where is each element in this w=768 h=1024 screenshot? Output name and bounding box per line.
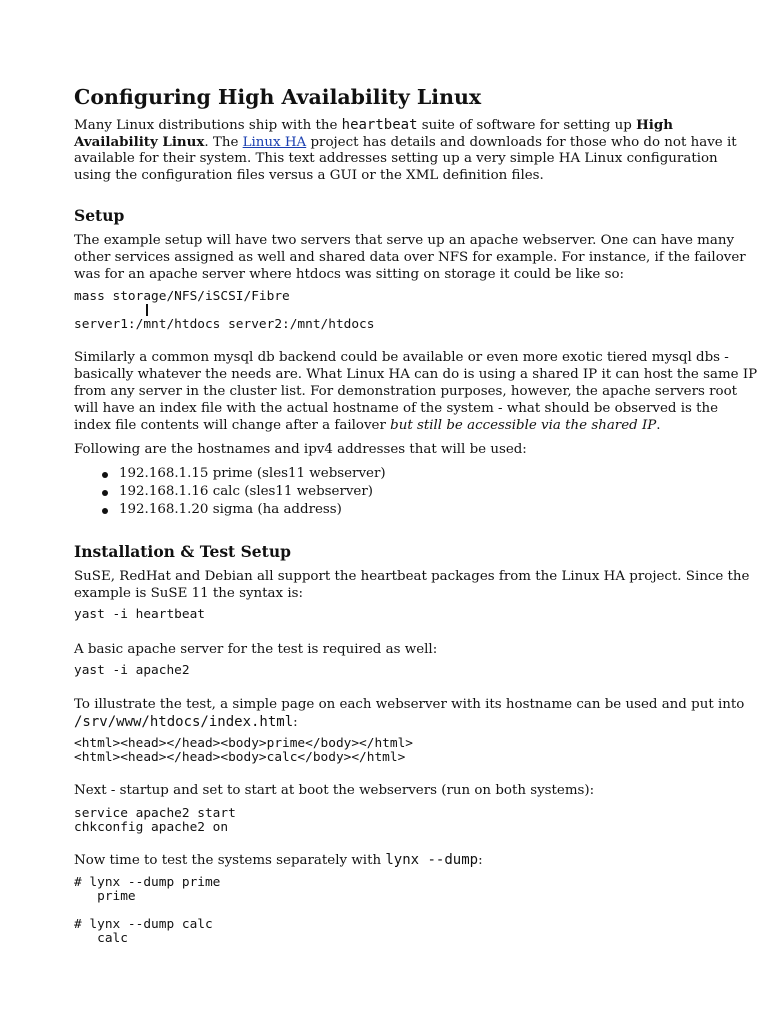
setup-p1-line: was for an apache server where htdocs was sitting on storage it could be like so:: [74, 267, 625, 282]
intro-line-4: using the configuration files versus a GUI or the XML definition files.: [74, 168, 544, 183]
linux-ha-link[interactable]: Linux HA: [242, 135, 307, 150]
hosts-intro: Following are the hostnames and ipv4 addresses that will be used:: [74, 442, 527, 457]
code-output-prime: prime: [74, 889, 136, 904]
intro-line-2: Availability Linux. The Linux HA project has details and downloads for those who do not have it: [74, 134, 737, 150]
install-p1-line: SuSE, RedHat and Debian all support the heartbeat packages from the Linux HA project. Since the: [74, 569, 750, 584]
bullet-icon: [102, 508, 108, 514]
setup-p2-line: will have an index file with the actual hostname of the system - what should be observed is the: [74, 401, 719, 416]
setup-p2-line: basically whatever the needs are. What Linux HA can do is using a shared IP it can host the same IP: [74, 367, 758, 382]
intro-line-3: available for their system. This text addresses setting up a very simple HA Linux configuration: [74, 151, 718, 166]
code-yast-heartbeat: yast -i heartbeat: [74, 607, 205, 622]
setup-heading: Setup: [74, 206, 125, 225]
bullet-icon: [102, 490, 108, 496]
code-html-calc: <html><head></head><body>calc</body></html>: [74, 750, 406, 765]
install-p3-line-1: To illustrate the test, a simple page on each webserver with its hostname can be used and put into: [74, 697, 745, 712]
install-p2: A basic apache server for the test is required as well:: [74, 642, 438, 657]
inline-code-lynx: lynx --dump: [385, 852, 479, 868]
code-chkconfig: chkconfig apache2 on: [74, 820, 229, 835]
list-item: 192.168.1.15 prime (sles11 webserver): [119, 466, 386, 481]
install-heading: Installation & Test Setup: [74, 542, 291, 561]
code-html-prime: <html><head></head><body>prime</body></html>: [74, 736, 413, 751]
list-item: 192.168.1.20 sigma (ha address): [119, 502, 342, 517]
setup-p1-line: The example setup will have two servers that serve up an apache webserver. One can have many: [74, 233, 735, 248]
code-lynx-calc: # lynx --dump calc: [74, 917, 213, 932]
install-p5: Now time to test the systems separately with lynx --dump:: [74, 852, 483, 868]
code-mounts-line: server1:/mnt/htdocs server2:/mnt/htdocs: [74, 317, 375, 332]
bullet-icon: [102, 472, 108, 478]
code-lynx-prime: # lynx --dump prime: [74, 875, 221, 890]
install-p4: Next - startup and set to start at boot the webservers (run on both systems):: [74, 783, 595, 798]
intro-line-1: Many Linux distributions ship with the heartbeat suite of software for setting up High: [74, 117, 673, 133]
page-title: Configuring High Availability Linux: [74, 85, 482, 109]
code-yast-apache2: yast -i apache2: [74, 663, 190, 678]
setup-p1-line: other services assigned as well and shared data over NFS for example. For instance, if the failover: [74, 250, 746, 265]
connector-line: [146, 304, 148, 316]
inline-code-index-path: /srv/www/htdocs/index.html: [74, 714, 294, 730]
code-output-calc: calc: [74, 931, 128, 946]
install-p3-line-2: /srv/www/htdocs/index.html:: [74, 714, 298, 730]
inline-code-heartbeat: heartbeat: [341, 117, 418, 133]
list-item: 192.168.1.16 calc (sles11 webserver): [119, 484, 373, 499]
setup-p2-line: from any server in the cluster list. For demonstration purposes, however, the apache servers root: [74, 384, 738, 399]
setup-p2-line: index file contents will change after a failover but still be accessible via the shared IP.: [74, 418, 661, 433]
setup-p2-line: Similarly a common mysql db backend could be available or even more exotic tiered mysql dbs -: [74, 350, 729, 365]
install-p1-line: example is SuSE 11 the syntax is:: [74, 586, 303, 601]
code-storage-line: mass storage/NFS/iSCSI/Fibre: [74, 289, 290, 304]
code-service-start: service apache2 start: [74, 806, 236, 821]
